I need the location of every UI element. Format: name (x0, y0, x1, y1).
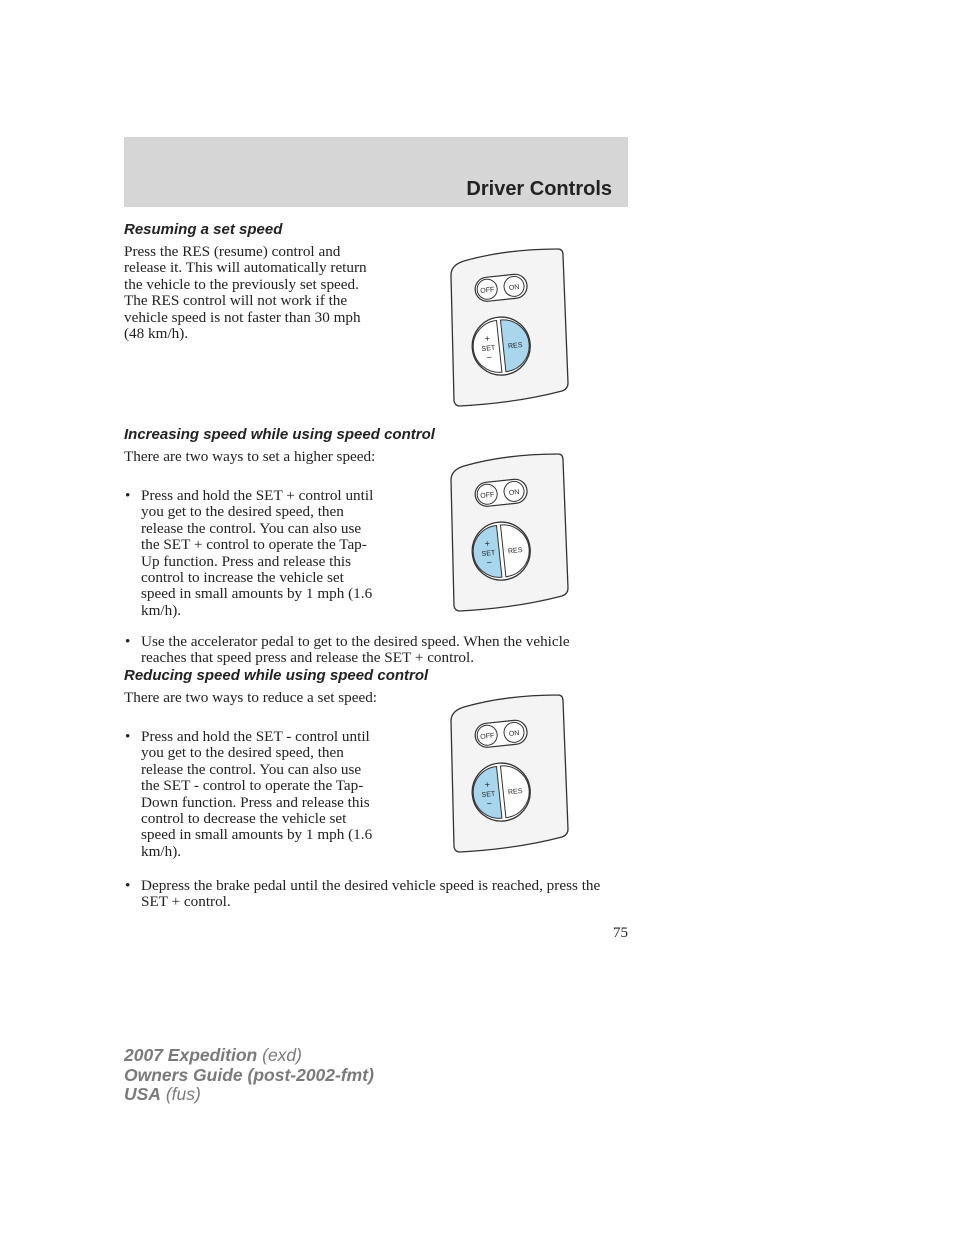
set-minus-label: − (486, 352, 493, 363)
set-label: SET (481, 344, 496, 354)
set-plus-label: + (484, 538, 491, 549)
speed-control-illustration-1 (446, 245, 576, 410)
off-label: OFF (480, 286, 495, 295)
bullet-dot: • (125, 877, 131, 894)
set-minus-label: − (486, 557, 493, 568)
res-label: RES (507, 546, 523, 556)
on-label: ON (508, 729, 520, 738)
res-label: RES (507, 787, 523, 797)
res-label: RES (507, 341, 523, 351)
bullet-text: Press and hold the SET + control until you get to the desired speed, then release the control. You can also use the SET + control to operate the Tap-Up function. Press and release this control to increase the vehicle set speed in small amounts by 1 mph (1.6 km/h). (141, 487, 374, 619)
list-item (124, 488, 378, 619)
section-intro-resuming: Press the RES (resume) control and release it. This will automatically return the vehicle to the previously set speed. The RES control will not work if the vehicle speed is not faster than 30 mph (48 km/h). (124, 243, 367, 343)
bullet-text: Depress the brake pedal until the desired vehicle speed is reached, press the SET + control. (141, 877, 601, 911)
set-label: SET (481, 549, 496, 559)
section-intro-increasing: There are two ways to set a higher speed: (124, 448, 376, 465)
bullet-dot: • (125, 487, 131, 504)
bullet-text: Press and hold the SET - control until you get to the desired speed, then release the control. You can also use the SET - control to operate the Tap-Down function. Press and release this control to decrease the vehicle set speed in small amounts by 1 mph (1.6 km/h). (141, 728, 373, 860)
set-plus-label: + (484, 333, 491, 344)
set-label: SET (481, 790, 496, 800)
switch-drawing (446, 450, 576, 615)
list-item (124, 634, 611, 667)
header-band (124, 137, 628, 207)
off-label: OFF (480, 732, 495, 741)
on-label: ON (508, 488, 520, 497)
on-label: ON (508, 283, 520, 292)
bullet-text: Use the accelerator pedal to get to the desired speed. When the vehicle reaches that speed press and release the SET + control. (141, 633, 570, 667)
off-label: OFF (480, 491, 495, 500)
section-heading-increasing: Increasing speed while using speed control (124, 426, 435, 443)
footer-line-2: Owners Guide (post-2002-fmt) (124, 1064, 374, 1085)
footer-line-3: USA (fus) (124, 1084, 201, 1104)
section-heading-resuming: Resuming a set speed (124, 221, 283, 238)
bullet-dot: • (125, 728, 131, 745)
document-footer (124, 1046, 374, 1105)
footer-line-1: 2007 Expedition (exd) (124, 1045, 302, 1065)
list-item (124, 878, 621, 911)
page-title: Driver Controls (466, 178, 612, 200)
speed-control-illustration-3 (446, 691, 576, 856)
page-number: 75 (613, 925, 628, 941)
switch-drawing (446, 245, 576, 410)
section-intro-reducing: There are two ways to reduce a set speed: (124, 689, 378, 706)
set-minus-label: − (486, 798, 493, 809)
list-item (124, 729, 378, 860)
switch-drawing (446, 691, 576, 856)
set-plus-label: + (484, 779, 491, 790)
bullet-dot: • (125, 633, 131, 650)
speed-control-illustration-2 (446, 450, 576, 615)
section-heading-reducing: Reducing speed while using speed control (124, 667, 429, 684)
